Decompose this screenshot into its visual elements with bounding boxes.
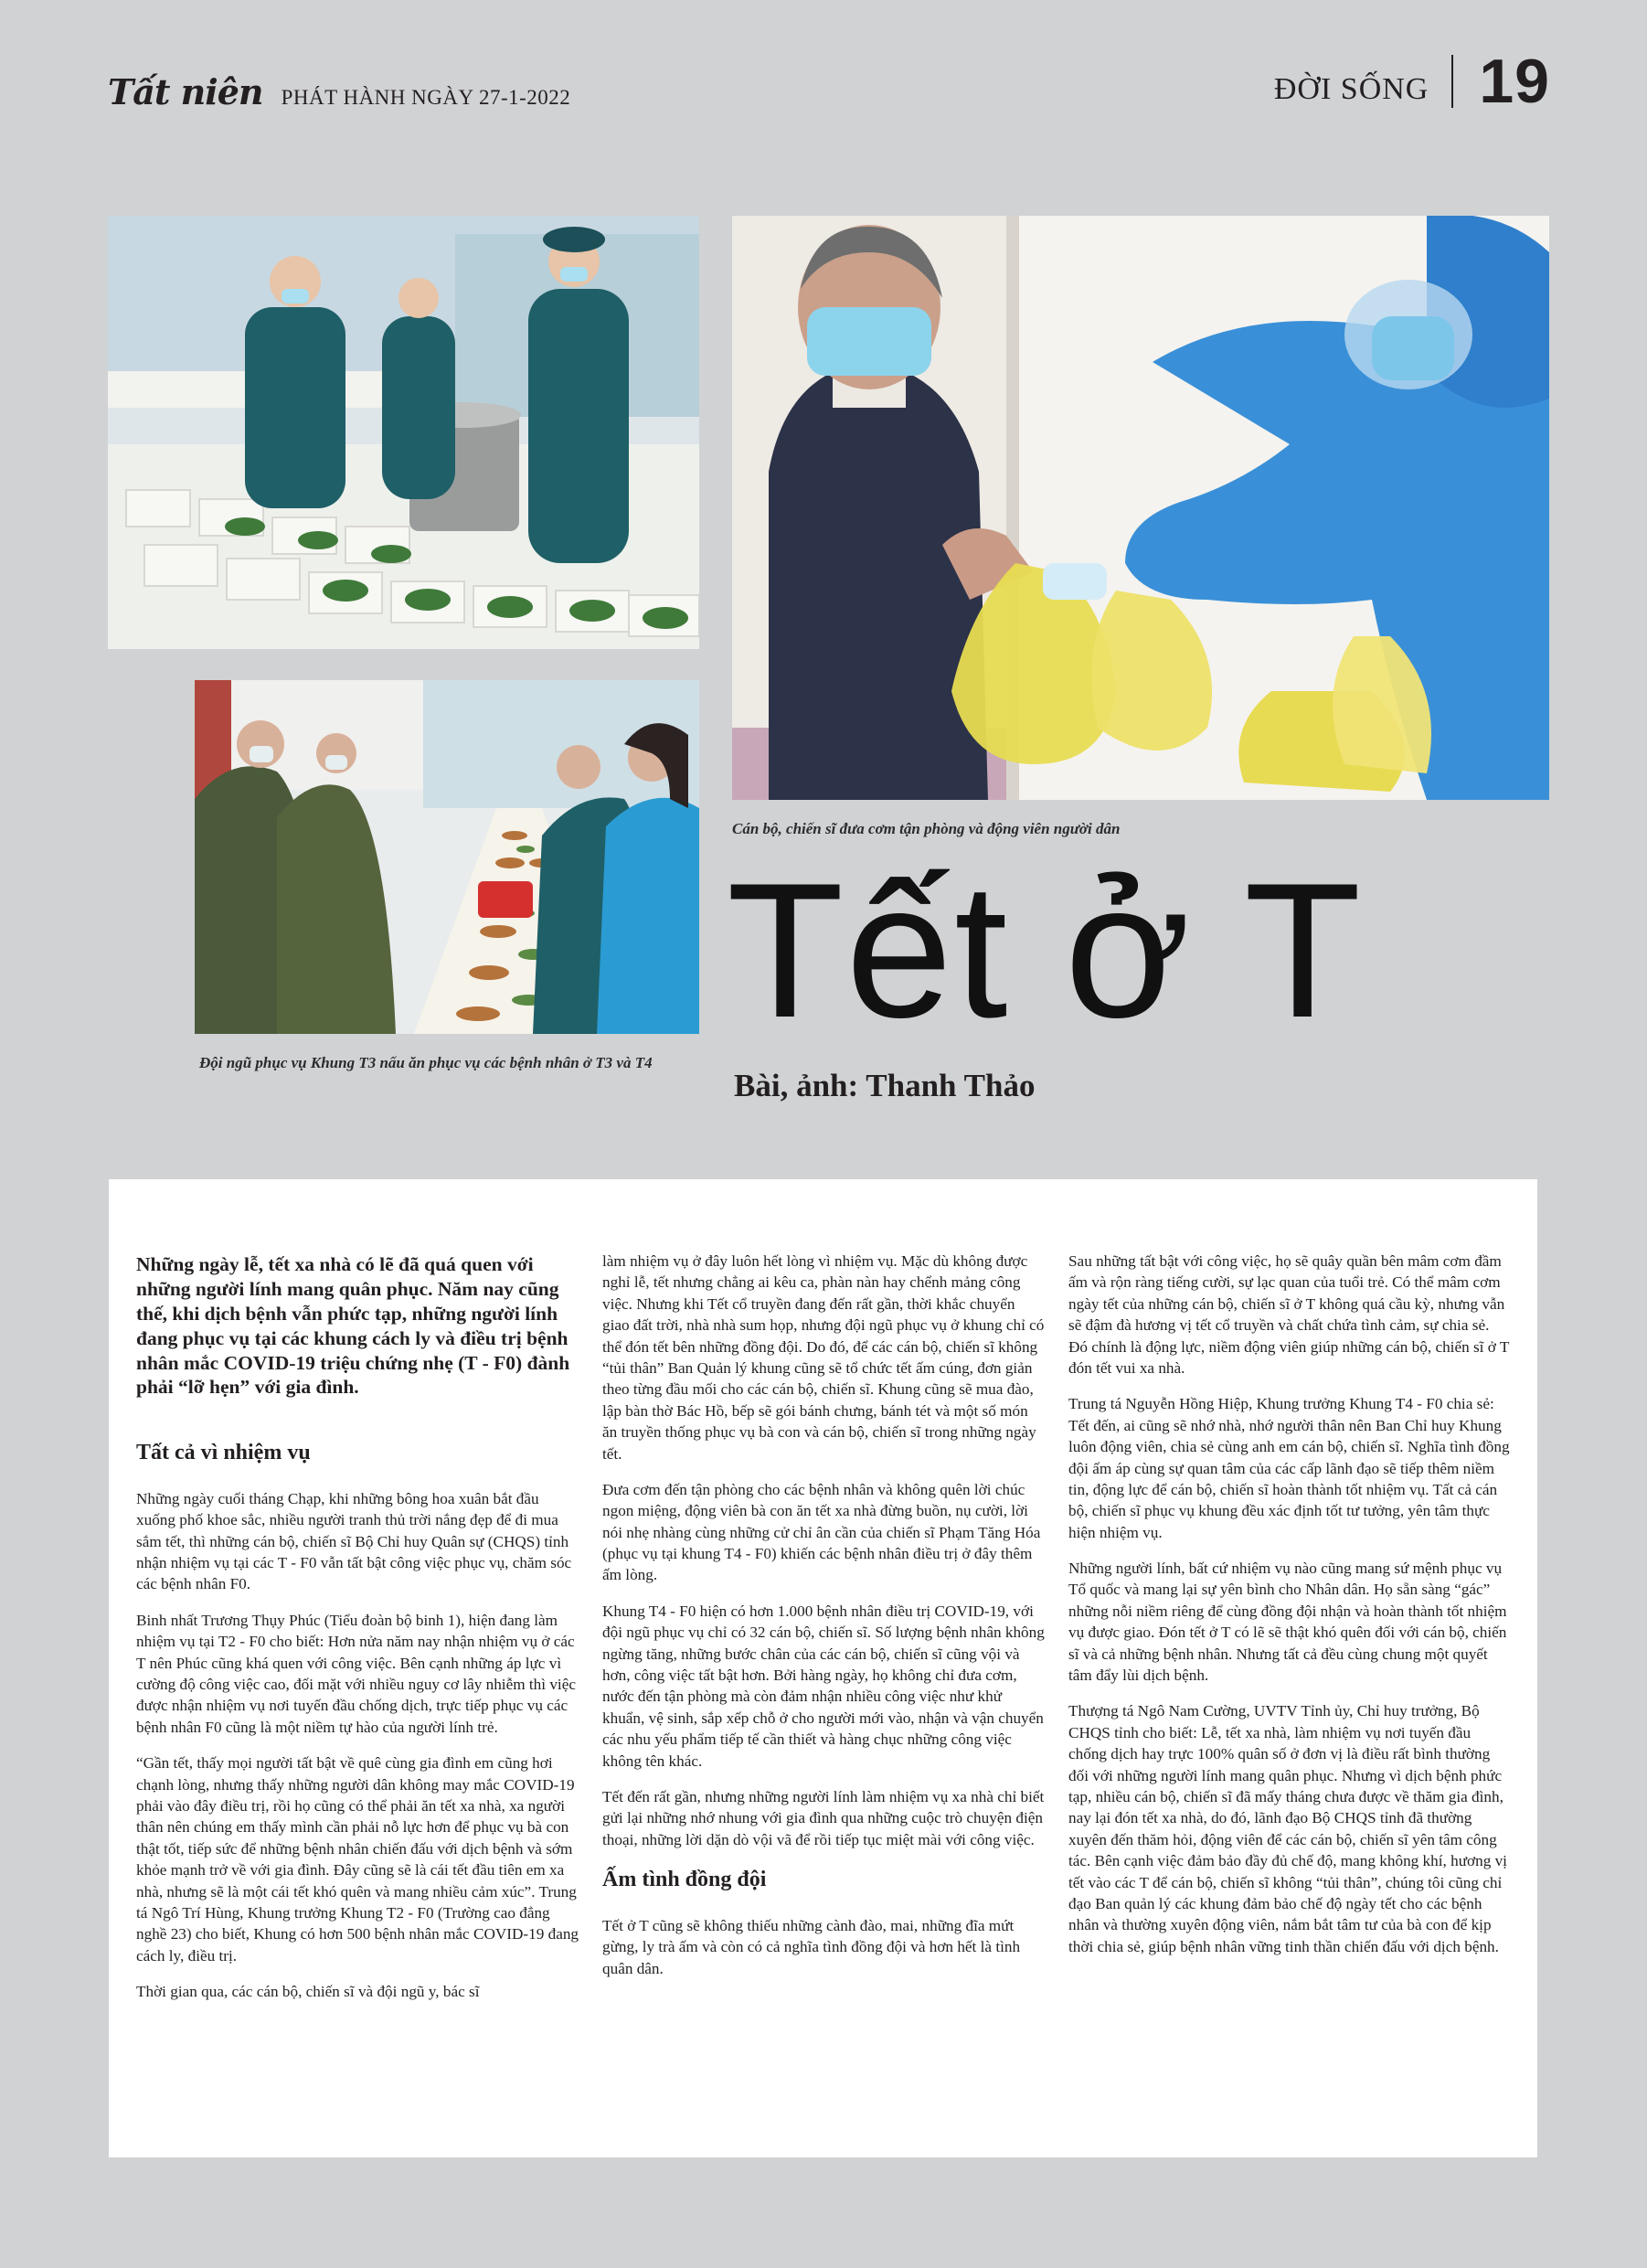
header-divider	[1451, 55, 1453, 108]
byline: Bài, ảnh: Thanh Thảo	[734, 1068, 1036, 1103]
section-header	[1274, 46, 1550, 117]
paragraph: Những ngày cuối tháng Chạp, khi những bông hoa xuân bắt đầu xuống phố khoe sắc, nhiều người tranh thủ trời nắng đẹp để đi mua sắm tết, thì những cán bộ, chiến sĩ Bộ Chỉ huy Quân sự (CHQS) tỉnh nhận nhiệm vụ tại các T - F0 vẫn tất bật công việc phục vụ, chăm sóc các bệnh nhân F0.	[136, 1489, 572, 1593]
brand-logo: Tất niên	[108, 71, 263, 112]
photo-soldiers-cooking	[108, 216, 699, 649]
article-body	[109, 1179, 1537, 2157]
subheading-comradeship: Ấm tình đồng đội	[602, 1868, 767, 1892]
paragraph: “Gần tết, thấy mọi người tất bật về quê cùng gia đình em cũng hơi chạnh lòng, nhưng thấy những người dân không may mắc COVID-19 phải vào đây điều trị, rồi họ cũng có thể phải ăn tết xa nhà, xa người thân nên chúng em thấy mình cần phải nỗ lực hơn để phục vụ bà con thật tốt, tiếp sức để những bệnh nhân chiến đấu với dịch bệnh và sớm khỏe mạnh trở về với gia đình. Đây cũng sẽ là cái tết đầu tiên em xa nhà, nhưng sẽ là một cái tết khó quên và mang nhiều cảm xúc”. Trung tá Ngô Trí Hùng, Khung trưởng Khung T2 - F0 (Trường cao đẳng nghề 23) cho biết, Khung có hơn 500 bệnh nhân mắc COVID-19 đang cách ly, điều trị.	[136, 1754, 579, 1965]
caption-delivery: Cán bộ, chiến sĩ đưa cơm tận phòng và động viên người dân	[732, 820, 1121, 837]
subheading-mission: Tất cả vì nhiệm vụ	[136, 1441, 311, 1465]
column-1	[136, 1252, 579, 2017]
paragraph: Binh nhất Trương Thụy Phúc (Tiểu đoàn bộ binh 1), hiện đang làm nhiệm vụ tại T2 - F0 cho biết: Hơn nửa năm nay nhận nhiệm vụ ở các T nên Phúc cũng khá quen với công việc. Bên cạnh những áp lực vì cường độ công việc cao, đối mặt với nhiều nguy cơ lây nhiễm thì việc được nhận nhiệm vụ nơi tuyến đầu chống dịch, trực tiếp phục vụ các bệnh nhân F0 cũng là một niềm tự hào của người lính trẻ.	[136, 1611, 576, 1736]
paragraph: Tết đến rất gần, nhưng những người lính làm nhiệm vụ xa nhà chỉ biết gửi lại những nhớ nhung với gia đình qua những cuộc trò chuyện điện thoại, những lời dặn dò vội vã để rồi tiếp tục miệt mài với công việc.	[602, 1787, 1045, 1848]
lead-paragraph: Những ngày lễ, tết xa nhà có lẽ đã quá quen với những người lính mang quân phục. Năm nay cũng thế, khi dịch bệnh vẫn phức tạp, những người lính đang phục vụ tại các khung cách ly và điều trị bệnh nhân mắc COVID-19 triệu chứng nhẹ (T - F0) đành phải “lỡ hẹn” với gia đình.	[136, 1253, 570, 1399]
paragraph: Thượng tá Ngô Nam Cường, UVTV Tỉnh ủy, Chỉ huy trưởng, Bộ CHQS tỉnh cho biết: Lễ, tết xa nhà, làm nhiệm vụ nơi tuyến đầu chống dịch hay trực 100% quân số ở đơn vị là điều rất bình thường đối với những người lính mang quân phục. Nhưng vì dịch bệnh phức tạp, nhiều cán bộ, chiến sĩ đã mấy tháng chưa được về thăm gia đình, nay lại đón tết xa nhà, do đó, lãnh đạo Bộ CHQS tỉnh đã thường xuyên đến thăm hỏi, động viên để các cán bộ, chiến sĩ yên tâm công tác. Bên cạnh việc đảm bảo đầy đủ chế độ, mang không khí, hương vị tết vào các T để cán bộ, chiến sĩ không “tủi thân”, chúng tôi cũng chỉ đạo Ban quản lý các khung đảm bảo chế độ ngày tết cho các bệnh nhân và thường xuyên động viên, nắm bắt tâm tư của bà con để kịp thời chia sẻ, giúp bệnh nhân vững tinh thần chiến đấu với dịch bệnh.	[1068, 1702, 1507, 1955]
masthead	[108, 71, 570, 112]
photo-meal-delivery	[732, 216, 1549, 800]
page-number: 19	[1479, 47, 1550, 116]
article-title: Tết ở T	[727, 843, 1364, 1058]
caption-cooking: Đội ngũ phục vụ Khung T3 nấu ăn phục vụ các bệnh nhân ở T3 và T4	[199, 1054, 653, 1071]
paragraph: Những người lính, bất cứ nhiệm vụ nào cũng mang sứ mệnh phục vụ Tổ quốc và mang lại sự yên bình cho Nhân dân. Họ sẵn sàng “gác” những nỗi niềm riêng để cùng đồng đội nhận và hoàn thành tốt nhiệm vụ được giao. Đón tết ở T có lẽ sẽ thật khó quên đối với cán bộ, chiến sĩ và cả những bệnh nhân. Nhưng tất cả đều cùng chung một quyết tâm đẩy lùi dịch bệnh.	[1068, 1560, 1507, 1685]
paragraph: Thời gian qua, các cán bộ, chiến sĩ và đội ngũ y, bác sĩ	[136, 1983, 480, 2001]
paragraph: Đưa cơm đến tận phòng cho các bệnh nhân và không quên lời chúc ngon miệng, động viên bà con ăn tết xa nhà đừng buồn, nụ cười, lời nói nhẹ nhàng cùng những cử chỉ ân cần của chiến sĩ Phạm Tăng Hóa (phục vụ tại khung T4 - F0) khiến các bệnh nhân điều trị ở đây thêm ấm lòng.	[602, 1480, 1041, 1584]
photo-food-preparation-line	[195, 680, 699, 1034]
column-2	[602, 1251, 1046, 1994]
paragraph: làm nhiệm vụ ở đây luôn hết lòng vì nhiệm vụ. Mặc dù không được nghỉ lễ, tết nhưng chẳng ai kêu ca, phàn nàn hay chểnh mảng công việc. Nhưng khi Tết cổ truyền đang đến rất gần, thời khắc chuyển giao đất trời, nhà nhà sum họp, nhưng đội ngũ phục vụ ở khung chỉ có thể đón tết bên những đồng đội. Do đó, để các cán bộ, chiến sĩ không “tủi thân” Ban Quản lý khung cũng sẽ tổ chức tết ấm cúng, đơn giản theo từng đầu mối cho các cán bộ, chiến sĩ. Khung cũng sẽ mua đào, lập bàn thờ Bác Hồ, bếp sẽ gói bánh chưng, bánh tét và một số món ăn truyền thống phục vụ bà con và cán bộ, chiến sĩ trong những ngày tết.	[602, 1252, 1045, 1463]
paragraph: Sau những tất bật với công việc, họ sẽ quây quần bên mâm cơm đầm ấm và rộn ràng tiếng cười, sự lạc quan của tuổi trẻ. Có thể mâm cơm ngày tết của những cán bộ, chiến sĩ ở T không quá cầu kỳ, nhưng vẫn sẽ đậm đà hương vị tết cổ truyền và chất chứa tình cảm, sự chia sẻ. Đó chính là động lực, niềm động viên giúp những cán bộ, chiến sĩ ở T đón tết vui xa nhà.	[1068, 1252, 1510, 1377]
paragraph: Trung tá Nguyễn Hồng Hiệp, Khung trưởng Khung T4 - F0 chia sẻ: Tết đến, ai cũng sẽ nhớ nhà, nhớ người thân nên Ban Chỉ huy Khung luôn động viên, chia sẻ cùng anh em cán bộ, chiến sĩ. Nghĩa tình đồng đội ấm áp cùng sự quan tâm của các cấp lãnh đạo sẽ tiếp thêm niềm tin, động lực để cán bộ, chiến sĩ hoàn thành tốt nhiệm vụ. Tất cả cán bộ, chiến sĩ phục vụ khung đều xác định tốt tư tưởng, yên tâm thực hiện nhiệm vụ.	[1068, 1395, 1510, 1541]
paragraph: Khung T4 - F0 hiện có hơn 1.000 bệnh nhân điều trị COVID-19, với đội ngũ phục vụ chỉ có 32 cán bộ, chiến sĩ. Số lượng bệnh nhân không ngừng tăng, những bước chân của các cán bộ, chiến sĩ cũng vội và hơn, công việc tất bật hơn. Bởi hàng ngày, họ không chỉ đưa cơm, nước đến tận phòng mà còn đảm nhận nhiều công việc như khử khuẩn, vệ sinh, sắp xếp chỗ ở cho người mới vào, nhận và vận chuyển các nhu yếu phẩm tiếp tế cần thiết và hàng chục những công việc không tên khác.	[602, 1602, 1045, 1770]
paragraph: Tết ở T cũng sẽ không thiếu những cành đào, mai, những đĩa mứt gừng, ly trà ấm và còn có cả nghĩa tình đồng đội và hơn hết là tình quân dân.	[602, 1916, 1021, 1977]
column-3	[1068, 1251, 1512, 1972]
section-name: ĐỜI SỐNG	[1273, 72, 1429, 106]
issue-date: PHÁT HÀNH NGÀY 27-1-2022	[281, 86, 571, 109]
